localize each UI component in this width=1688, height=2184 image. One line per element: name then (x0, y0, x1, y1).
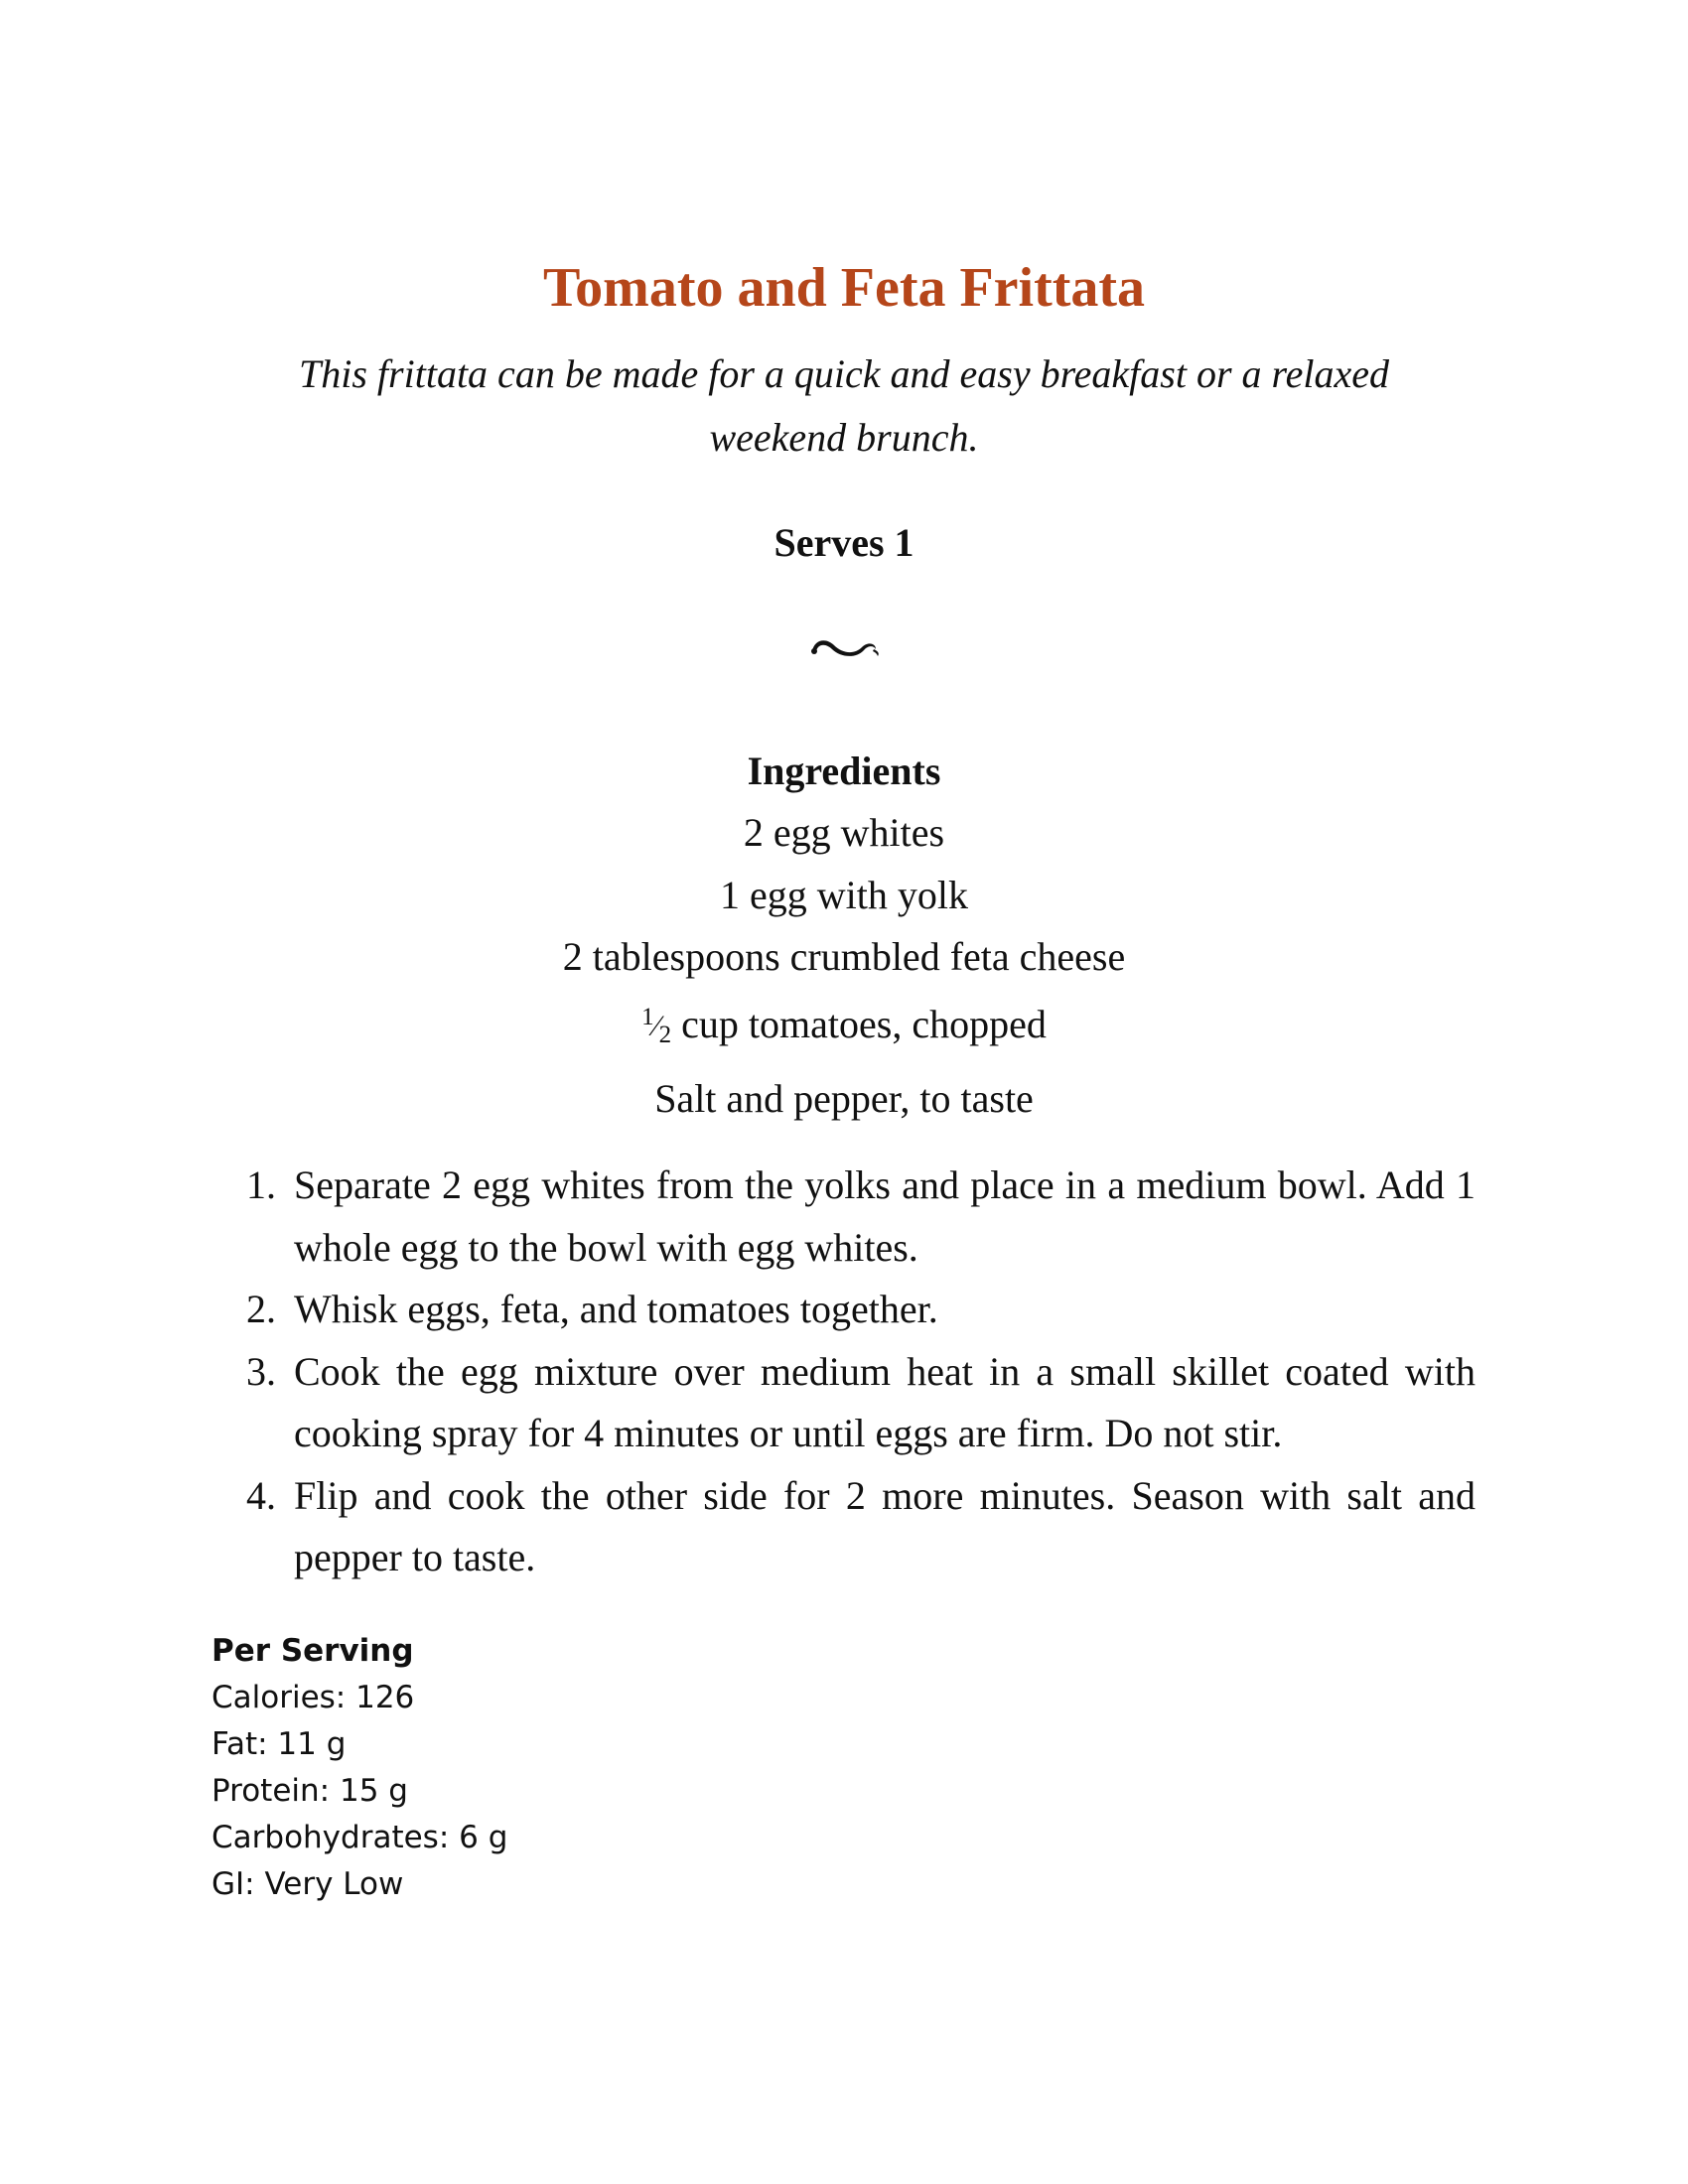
nutrition-info (211, 1628, 507, 1908)
ingredient-item: Salt and pepper, to taste (654, 1076, 1034, 1121)
step-text: Whisk eggs, feta, and tomatoes together. (294, 1287, 938, 1331)
ingredients-list (0, 802, 1688, 1131)
fraction-half: $^1⁄_2$ (641, 1003, 672, 1048)
ingredients-heading: Ingredients (747, 749, 941, 793)
ingredient-item (0, 989, 1688, 1069)
nutrition-carbohydrates: Carbohydrates: 6 g (211, 1820, 508, 1855)
ingredient-item: 1 egg with yolk (720, 872, 968, 917)
instruction-step (246, 1279, 1476, 1341)
recipe-intro: This frittata can be made for a quick and easy breakfast or a relaxed weekend brunch. (299, 351, 1389, 460)
ingredient-item: 2 egg whites (743, 810, 945, 855)
instructions-list (246, 1155, 1476, 1589)
fraction-numerator: 1 (641, 1003, 654, 1030)
step-number: 3. (246, 1348, 276, 1394)
instruction-step (246, 1155, 1476, 1279)
instruction-step (246, 1465, 1476, 1589)
fraction-denominator: 2 (658, 1021, 672, 1048)
nutrition-fat: Fat: 11 g (211, 1726, 347, 1762)
recipe-title: Tomato and Feta Frittata (542, 257, 1146, 319)
nutrition-calories: Calories: 126 (211, 1680, 415, 1715)
instruction-step (246, 1341, 1476, 1465)
serves-count: Serves 1 (774, 520, 914, 565)
ingredient-text: cup tomatoes, chopped (681, 1001, 1047, 1046)
step-number: 2. (246, 1287, 276, 1331)
nutrition-heading: Per Serving (211, 1633, 414, 1669)
step-text: Separate 2 egg whites from the yolks and place in a medium bowl. Add 1 whole egg to the bowl with egg whites. (294, 1162, 1476, 1270)
step-text: Flip and cook the other side for 2 more minutes. Season with salt and pepper to taste. (294, 1472, 1476, 1579)
ingredient-item: 2 tablespoons crumbled feta cheese (562, 934, 1126, 979)
step-number: 1. (246, 1162, 276, 1207)
step-text: Cook the egg mixture over medium heat in a small skillet coated with cooking spray for 4 minutes or until eggs are firm. Do not stir. (294, 1348, 1476, 1455)
nutrition-gi: GI: Very Low (211, 1866, 404, 1902)
swash-ornament-icon (804, 625, 884, 665)
nutrition-protein: Protein: 15 g (211, 1773, 408, 1809)
step-number: 4. (246, 1472, 276, 1518)
